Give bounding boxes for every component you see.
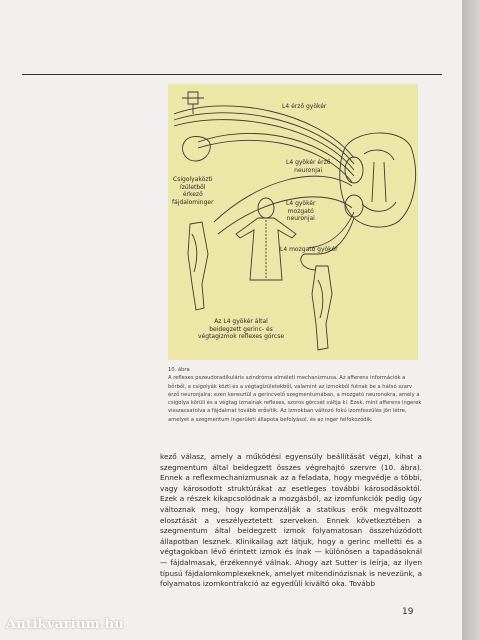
label-l4-root-sensory-neuron: L4 gyökér érző neuronjai bbox=[286, 159, 331, 174]
leg-left bbox=[188, 222, 208, 310]
label-l4-motor-root: L4 mozgató gyökér bbox=[280, 246, 338, 253]
header-rule bbox=[22, 74, 442, 75]
label-joint-pain-stimulus: Csigolyaközti ízületből érkező fájdalominger bbox=[172, 176, 214, 206]
spinal-cord-section bbox=[340, 133, 416, 227]
page-number: 19 bbox=[402, 607, 414, 617]
figure-10 bbox=[168, 84, 418, 360]
figure-caption-title: 10. ábra bbox=[168, 367, 190, 373]
label-l4-sensory-root: L4 érző gyökér bbox=[282, 103, 327, 110]
facet-joint bbox=[183, 137, 211, 161]
figure-caption-text: A reflexes pszeudoradikuláris szindróma elméleti mechanizmusa. Az afferens információk a bőrből, a csigolyák közti és a végtagízületekből, valamint az izmokból futnak be a hátsó szarv érző neuronjaira; ezen keresztül a gerincvelő szegmentumában, a mozgató neuronokra, amely a csigolya körüli és a végtag izmainak reflexes, szoros görcsét váltja ki. Ezek, mint afferens ingerek visszacsatolva a fájdalmat tovább erősítik. Az izmokban változó fokú izomfeszülés jön létre, amelyet a szegmentum ingerületi állapota befolyásol, és az inger felfokozódik. bbox=[168, 375, 422, 423]
figure-caption bbox=[168, 366, 423, 424]
label-l4-root-motor-neuron: L4 gyökér mozgató neuronjai bbox=[286, 200, 316, 222]
label-reflex-spasm: Az L4 gyökér által beidegzett gerinc- és végtagizmok reflexes görcse bbox=[198, 318, 285, 340]
watermark-logo: Antikvarium.hu bbox=[6, 617, 125, 632]
page-edge bbox=[462, 0, 480, 640]
body-text bbox=[160, 452, 422, 590]
body-paragraph: kező válasz, amely a működési egyensúly beállítását végzi, kihat a szegmentum által beidegzett összes végrehajtó szervre (10. ábra). Ennek a reflexmechanizmusnak az a feladata, hogy megvédje a többi, vagy károsodott struktúrákat az esetleges további károsodásoktól. Ezek a részek kikapcsolódnak a mozgásból, az izomfunkciók pedig úgy változnak meg, hogy kompenzálják a statikus erők megváltozott elosztását a veszélyeztetett szerveken. Ennek következtében a szegmentum által beidegzett izmok folyamatosan összehúzódott állapotban lesznek. Klinikailag azt látjuk, hogy a gerinc melletti és a végtagokban lévő érintett izmok és ínak — különösen a tapadásoknál — fájdalmasak, érzékennyé válnak. Ahogy azt Sutter is leírja, az ilyen típusú fájdalomkomplexeknek, amelyet mitendinózisnak is nevezünk, a folyamatos izomkontrakció az egyedüli kiváltó oka. Tovább bbox=[160, 452, 422, 589]
